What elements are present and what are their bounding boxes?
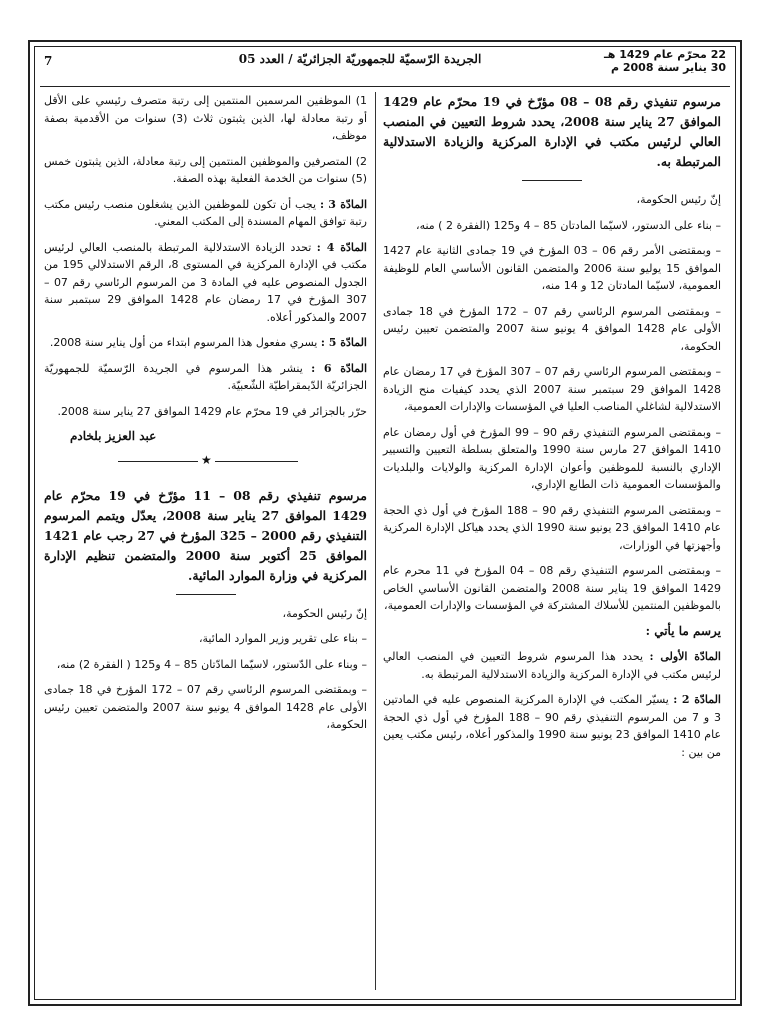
article-3-text: يجب أن تكون للموظفين الذين يشغلون منصب رئيس مكتب رتبة توافق المهام المسندة إلى المكتب المعني. — [44, 197, 367, 228]
page-header — [40, 48, 730, 84]
article-3 — [44, 196, 367, 231]
issue-date — [604, 48, 726, 74]
title-separator — [522, 180, 582, 181]
article-4-text: تحدد الزيادة الاستدلالية المرتبطة بالمنصب العالي لرئيس مكتب في الإدارة المركزية في المستوى 8، الرقم الاستدلالي 195 من الجدول المنصوص عليه في المادة 3 من المرسوم الرئاسي رقم 07 – 307 المؤرخ في 17 رمضان عام 1428 الموافق 29 سبتمبر سنة 2007 والمذكور أعلاه. — [44, 240, 368, 324]
visa-paragraph: – وبمقتضى المرسوم التنفيذي رقم 90 – 188 المؤرخ في أول ذي الحجة عام 1410 الموافق 23 يونيو سنة 1990 الذي يحدد هياكل الإدارة المركزية وأجهزتها في الوزارات، — [383, 503, 722, 552]
article-6-text: ينشر هذا المرسوم في الجريدة الرّسميّة للجمهوريّة الجزائريّة الدّيمقراطيّة الشّعبيّة. — [44, 361, 367, 392]
visa-paragraph: – وبمقتضى المرسوم التنفيذي رقم 08 – 04 المؤرخ في 11 محرم عام 1429 الموافق 19 يناير سنة 2008 والمتضمن القانون الأساسي الخاص بالموظفين المنتمين للأسلاك المشتركة في المؤسسات والإدارات العمومية، — [383, 564, 722, 612]
article-5-label: المادّة 5 : — [320, 336, 367, 349]
list-item: 2) المتصرفين والموظفين المنتمين إلى رتبة معادلة، الذين يثبتون خمس (5) سنوات من الخدمة الفعلية بهذه الصفة. — [44, 154, 367, 185]
list-item: 1) الموظفين المرسمين المنتمين إلى رتبة متصرف رئيسي على الأقل أو رتبة معادلة لها، الذين يثبتون ثلاث (3) سنوات من الأقدمية بصفة موظف، — [44, 94, 368, 142]
decree-title-2: مرسوم تنفيذي رقم 08 – 11 مؤرّخ في 19 محرّم عام 1429 الموافق 27 يناير سنة 2008، يعدّل ويتمم المرسوم التنفيذي رقم 2000 – 325 المؤرخ في 27 رجب عام 1421 الموافق 25 أكتوبر سنة 2000 والمتضمن تنظيم الإدارة المركزية في وزارة الموارد المائية. — [44, 487, 367, 583]
issue-date-hijri: 22 محرّم عام 1429 هـ — [604, 48, 726, 61]
article-1 — [383, 648, 721, 683]
header-rule — [40, 86, 730, 87]
decree-intro-2: إنّ رئيس الحكومة، — [282, 606, 367, 620]
page-number: 7 — [44, 54, 53, 68]
visa-paragraph: – وبمقتضى المرسوم الرئاسي رقم 07 – 172 المؤرخ في 18 جمادى الأولى عام 1428 الموافق 4 يونيو سنة 2007 والمتضمن تعيين رئيس الحكومة، — [383, 304, 722, 353]
article-3-label: المادّة 3 : — [319, 197, 367, 211]
article-4-label: المادّة 4 : — [316, 240, 367, 254]
visa-paragraph: – وبمقتضى المرسوم الرئاسي رقم 07 – 307 المؤرخ في 17 رمضان عام 1428 الموافق 29 سبتمبر سنة 2007 الذي يحدد كيفيات منح الزيادة الاستدلالية لشاغلي المناصب العليا في المؤسسات والإدارات العمومية، — [383, 365, 722, 413]
visa-paragraph: – وبمقتضى المرسوم التنفيذي رقم 90 – 99 المؤرخ في أول رمضان عام 1410 الموافق 27 مارس سنة 1990 والمتعلق بسلطة التعيين والتسيير الإداري بالنسبة للموظفين وأعوان الإدارة المركزية والولايات والبلديات والمؤسسات العمومية ذات الطابع الإداري، — [383, 425, 721, 491]
article-2-text: يسيّر المكتب في الإدارة المركزية المنصوص عليه في المادتين 3 و 7 من المرسوم التنفيذي رقم 90 – 188 المؤرخ في أول ذي الحجة عام 1410 الموافق 23 يونيو سنة 1990 والمذكور أعلاه، رئيس مكتب يعين من بين : — [383, 693, 722, 759]
decree-title: مرسوم تنفيذي رقم 08 – 08 مؤرّخ في 19 محرّم عام 1429 الموافق 27 يناير سنة 2008، يحدد شروط التعيين في المنصب العالي لرئيس مكتب في الإدارة المركزية والزيادة الاستدلالية المرتبطة به. — [383, 94, 721, 169]
article-2-label: المادّة 2 : — [673, 693, 721, 706]
signature: عبد العزيز بلخادم — [70, 429, 157, 443]
visa-paragraph: – وبمقتضى الأمر رقم 06 – 03 المؤرخ في 19 جمادى الثانية عام 1427 الموافق 15 يوليو سنة 2006 والمتضمن القانون الأساسي العام للوظيفة العمومية، لاسيّما المادتان 12 و 14 منه، — [383, 244, 722, 292]
article-5 — [44, 334, 367, 352]
star-icon: ★ — [198, 452, 215, 470]
article-6-label: المادّة 6 : — [311, 361, 367, 375]
article-1-label: المادّة الأولى : — [649, 650, 721, 663]
column-separator — [375, 92, 376, 990]
visa-paragraph: – وبمقتضى المرسوم الرئاسي رقم 07 – 172 المؤرخ في 18 جمادى الأولى عام 1428 الموافق 4 يونيو سنة 2007 والمتضمن تعيين رئيس الحكومة، — [44, 683, 367, 731]
article-5-text: يسري مفعول هذا المرسوم ابتداء من أول يناير سنة 2008. — [49, 336, 318, 349]
visa-paragraph: – وبناء على الدّستور، لاسيّما المادّتان 85 – 4 و125 ( الفقرة 2) منه، — [56, 657, 367, 671]
article-2 — [383, 691, 721, 761]
journal-title: الجريدة الرّسميّة للجمهوريّة الجزائريّة / العدد 05 — [238, 52, 482, 66]
right-column — [383, 92, 721, 769]
done-at: حرّر بالجزائر في 19 محرّم عام 1429 الموافق 27 يناير سنة 2008. — [57, 404, 367, 418]
decree-intro: إنّ رئيس الحكومة، — [636, 193, 721, 206]
article-1-text: يحدد هذا المرسوم شروط التعيين في المنصب العالي لرئيس مكتب في الإدارة المركزية والزيادة الاستدلالية المرتبطة به. — [383, 650, 721, 681]
title-separator-2 — [176, 594, 236, 595]
star-divider — [44, 454, 367, 468]
left-column — [44, 92, 367, 742]
article-4 — [44, 239, 367, 327]
article-6 — [44, 360, 367, 395]
visa-paragraph: – بناء على تقرير وزير الموارد المائية، — [198, 632, 367, 645]
visa-paragraph: – بناء على الدستور، لاسيّما المادتان 85 – 4 و125 (الفقرة 2 ) منه، — [416, 218, 721, 232]
issue-date-gregorian: 30 يناير سنة 2008 م — [610, 61, 726, 74]
decrees-heading: يرسم ما يأتي : — [645, 623, 721, 638]
